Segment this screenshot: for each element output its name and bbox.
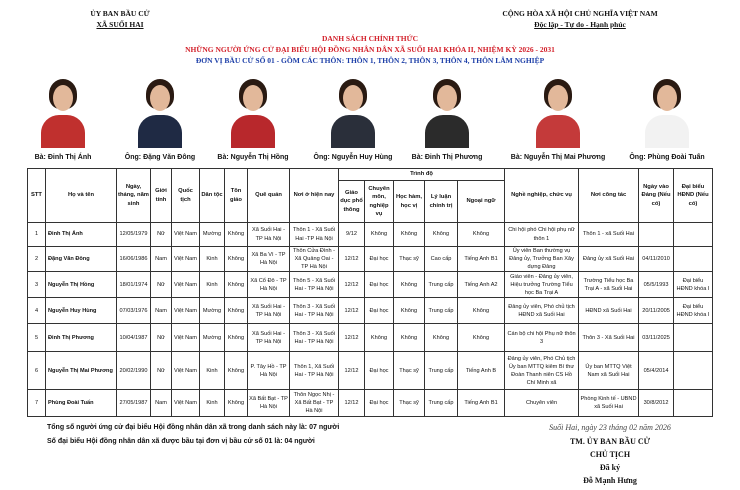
table-cell: Xã Suối Hai - TP Hà Nội: [248, 298, 290, 324]
table-cell: Không: [225, 247, 248, 272]
table-cell: [674, 223, 713, 247]
table-cell: Không: [225, 272, 248, 298]
table-cell: Việt Nam: [172, 223, 200, 247]
photo-caption: Ông: Đặng Văn Đông: [124, 154, 196, 161]
table-cell: Giáo viên - Đảng ủy viên, Hiệu trưởng Trường Tiểu học Ba Trại A: [505, 272, 579, 298]
photo-caption: Bà: Nguyễn Thị Mai Phương: [510, 154, 606, 161]
col-nation: Quốc tịch: [172, 169, 200, 223]
table-cell: Cán bộ chi hội Phụ nữ thôn 3: [505, 324, 579, 352]
table-cell: Đảng ủy xã Suối Hai: [579, 247, 639, 272]
col-gender: Giới tính: [151, 169, 172, 223]
table-cell: Đại học: [365, 298, 394, 324]
table-row: [28, 272, 713, 298]
table-cell: Thôn 3 - Xã Suối Hai - TP Hà Nội: [290, 324, 339, 352]
elected-count: Số đại biểu Hội đồng nhân dân xã được bầu tại đơn vị bầu cử số 01 là: 04 người: [47, 438, 315, 445]
issuer-line2: XÃ SUỐI HAI: [96, 20, 144, 29]
table-row: [28, 352, 713, 390]
signer-name: Đỗ Mạnh Hưng: [583, 476, 637, 485]
table-cell: Trung cấp: [425, 298, 458, 324]
table-cell: 6: [28, 352, 46, 390]
table-cell: 07/03/1976: [117, 298, 151, 324]
table-cell: Trung cấp: [425, 352, 458, 390]
photo-caption: Bà: Đinh Thị Phương: [411, 154, 483, 161]
table-cell: Đại học: [365, 352, 394, 390]
sign-org: TM. ỦY BAN BẦU CỬ: [569, 437, 651, 446]
candidate-photo: [533, 75, 583, 148]
country-name: CỘNG HÒA XÃ HỘI CHỦ NGHĨA VIỆT NAM: [502, 9, 658, 18]
table-cell: [639, 223, 674, 247]
table-cell: 1: [28, 223, 46, 247]
table-cell: [674, 324, 713, 352]
table-cell: Thạc sỹ: [394, 390, 425, 417]
table-cell: Việt Nam: [172, 247, 200, 272]
candidate-photo: [328, 75, 378, 148]
col-work: Nơi công tác: [579, 169, 639, 223]
issuer: [60, 8, 180, 30]
table-cell: Việt Nam: [172, 390, 200, 417]
candidate-photo: [642, 75, 692, 148]
table-cell: 3: [28, 272, 46, 298]
table-cell: Thạc sỹ: [394, 352, 425, 390]
col-politics: Lý luận chính trị: [425, 181, 458, 223]
table-cell: 2: [28, 247, 46, 272]
table-cell: Việt Nam: [172, 272, 200, 298]
photo-caption: Ông: Phùng Đoài Tuấn: [629, 154, 705, 161]
table-cell: P. Tây Hồ - TP Hà Nội: [248, 352, 290, 390]
doc-subtitle: NHỮNG NGƯỜI ỨNG CỬ ĐẠI BIỂU HỘI ĐỒNG NHÂN DÂN XÃ SUỐI HAI KHÓA II, NHIỆM KỲ 2026 - 2031: [185, 45, 555, 54]
table-cell: 05/4/2014: [639, 352, 674, 390]
col-name: Họ và tên: [46, 169, 117, 223]
sign-date: Suối Hai, ngày 23 tháng 02 năm 2026: [549, 423, 671, 432]
table-cell: Cao cấp: [425, 247, 458, 272]
col-party: Ngày vào Đảng (Nếu có): [639, 169, 674, 223]
table-cell: 5: [28, 324, 46, 352]
photo-caption: Ông: Nguyễn Huy Hùng: [313, 154, 393, 161]
table-cell: Thạc sỹ: [394, 247, 425, 272]
table-cell: 20/02/1990: [117, 352, 151, 390]
table-cell: Xã Ba Vì - TP Hà Nội: [248, 247, 290, 272]
table-cell: Thôn Ngọc Nhị - Xã Bất Bạt - TP Hà Nội: [290, 390, 339, 417]
table-cell: Tiếng Anh B1: [458, 390, 505, 417]
table-cell: Nữ: [151, 352, 172, 390]
table-cell: [674, 352, 713, 390]
table-cell: Đại học: [365, 272, 394, 298]
sign-status: Đã ký: [599, 463, 621, 472]
table-cell: Đinh Thị Ánh: [46, 223, 117, 247]
col-hometown: Quê quán: [248, 169, 290, 223]
col-stt: STT: [28, 169, 46, 223]
table-cell: Thôn 5 - Xã Suối Hai - TP Hà Nội: [290, 272, 339, 298]
table-row: [28, 298, 713, 324]
table-cell: 03/11/2025: [639, 324, 674, 352]
table-cell: Đặng Văn Đông: [46, 247, 117, 272]
col-level: Trình độ: [339, 169, 505, 181]
table-cell: Nữ: [151, 272, 172, 298]
table-cell: Đại học: [365, 390, 394, 417]
table-cell: Xã Bất Bạt - TP Hà Nội: [248, 390, 290, 417]
table-cell: Tiếng Anh B: [458, 352, 505, 390]
table-cell: Thôn 1, Xã Suối Hai - TP Hà Nội: [290, 352, 339, 390]
table-cell: Thôn 3 - Xã Suối Hai: [579, 324, 639, 352]
table-cell: 16/06/1986: [117, 247, 151, 272]
table-row: [28, 390, 713, 417]
table-cell: 05/5/1993: [639, 272, 674, 298]
table-cell: Không: [225, 390, 248, 417]
table-cell: Phòng Kinh tế - UBND xã Suối Hai: [579, 390, 639, 417]
table-cell: [674, 390, 713, 417]
col-residence: Nơi ở hiện nay: [290, 169, 339, 223]
table-cell: Nguyễn Huy Hùng: [46, 298, 117, 324]
table-cell: 10/04/1987: [117, 324, 151, 352]
table-cell: Mường: [200, 298, 225, 324]
table-cell: [674, 247, 713, 272]
table-cell: Kinh: [200, 390, 225, 417]
table-cell: Đại biểu HĐND khóa I: [674, 298, 713, 324]
table-cell: Nam: [151, 298, 172, 324]
table-cell: Việt Nam: [172, 298, 200, 324]
table-cell: Việt Nam: [172, 352, 200, 390]
issuer-line1: ỦY BAN BẦU CỬ: [90, 9, 150, 18]
table-cell: Không: [394, 223, 425, 247]
col-major: Chuyên môn, nghiệp vụ: [365, 181, 394, 223]
table-cell: Không: [458, 324, 505, 352]
table-cell: Thôn 1 - xã Suối Hai: [579, 223, 639, 247]
candidate-photo: [422, 75, 472, 148]
table-cell: Đinh Thị Phương: [46, 324, 117, 352]
col-job: Nghề nghiệp, chức vụ: [505, 169, 579, 223]
table-cell: Kinh: [200, 247, 225, 272]
table-cell: 12/12: [339, 247, 365, 272]
candidate-photo: [38, 75, 88, 148]
table-cell: 20/11/2005: [639, 298, 674, 324]
table-cell: Đảng ủy viên, Phó Chủ tịch Ủy ban MTTQ kiêm Bí thư Đoàn Thanh niên CS Hồ Chí Minh xã: [505, 352, 579, 390]
table-cell: Nam: [151, 390, 172, 417]
table-cell: Không: [425, 324, 458, 352]
candidate-photo: [228, 75, 278, 148]
col-delegate: Đại biểu HĐND (Nếu có): [674, 169, 713, 223]
table-cell: 12/12: [339, 298, 365, 324]
table-cell: Nguyễn Thị Mai Phương: [46, 352, 117, 390]
table-cell: Không: [365, 223, 394, 247]
table-cell: Nam: [151, 247, 172, 272]
table-cell: Không: [394, 324, 425, 352]
table-cell: Không: [394, 298, 425, 324]
candidate-table: [27, 168, 713, 417]
table-cell: HĐND xã Suối Hai: [579, 298, 639, 324]
col-lang: Ngoại ngữ: [458, 181, 505, 223]
table-cell: Đại biểu HĐND khóa I: [674, 272, 713, 298]
table-cell: Trường Tiểu học Ba Trại A - xã Suối Hai: [579, 272, 639, 298]
table-cell: Thôn 3 - Xã Suối Hai - TP Hà Nội: [290, 298, 339, 324]
table-cell: 12/05/1979: [117, 223, 151, 247]
table-cell: Nữ: [151, 223, 172, 247]
table-cell: Không: [458, 223, 505, 247]
table-cell: Không: [394, 272, 425, 298]
table-cell: Tiếng Anh B1: [458, 247, 505, 272]
table-cell: Đảng ủy viên, Phó chủ tịch HĐND xã Suối Hai: [505, 298, 579, 324]
table-row: [28, 223, 713, 247]
total-candidates: Tổng số người ứng cử đại biểu Hội đồng nhân dân xã trong danh sách này là: 07 người: [47, 424, 340, 431]
table-cell: Việt Nam: [172, 324, 200, 352]
candidate-photo: [135, 75, 185, 148]
table-cell: 7: [28, 390, 46, 417]
table-cell: Trung cấp: [425, 272, 458, 298]
col-dob: Ngày, tháng, năm sinh: [117, 169, 151, 223]
table-cell: 30/8/2012: [639, 390, 674, 417]
table-cell: Kinh: [200, 352, 225, 390]
table-cell: Ủy viên Ban thường vụ Đảng ủy, Trưởng Ban Xây dựng Đảng: [505, 247, 579, 272]
table-cell: Không: [225, 298, 248, 324]
table-cell: 04/11/2010: [639, 247, 674, 272]
col-religion: Tôn giáo: [225, 169, 248, 223]
table-cell: Đại học: [365, 247, 394, 272]
photo-caption: Bà: Nguyễn Thị Hồng: [217, 154, 289, 161]
table-row: [28, 247, 713, 272]
table-cell: Trung cấp: [425, 390, 458, 417]
table-cell: Chuyên viên: [505, 390, 579, 417]
col-degree: Học hàm, học vị: [394, 181, 425, 223]
table-cell: Xã Suối Hai - TP Hà Nội: [248, 324, 290, 352]
doc-title: DANH SÁCH CHÍNH THỨC: [321, 34, 419, 43]
table-cell: Không: [365, 324, 394, 352]
table-cell: 12/12: [339, 390, 365, 417]
table-cell: Nữ: [151, 324, 172, 352]
table-cell: Ủy ban MTTQ Việt Nam xã Suối Hai: [579, 352, 639, 390]
photo-caption: Bà: Đinh Thị Ánh: [34, 154, 92, 161]
doc-unit: ĐƠN VỊ BẦU CỬ SỐ 01 - GỒM CÁC THÔN: THÔN 1, THÔN 2, THÔN 3, THÔN 4, THÔN LÂM NGHIỆP: [195, 56, 545, 65]
table-cell: Xã Cổ Đô - TP Hà Nội: [248, 272, 290, 298]
table-cell: Xã Suối Hai - TP Hà Nội: [248, 223, 290, 247]
table-cell: Mường: [200, 324, 225, 352]
table-cell: 12/12: [339, 324, 365, 352]
table-cell: Nguyễn Thị Hồng: [46, 272, 117, 298]
table-cell: Thôn Cửa Đình - Xã Quảng Oai - TP Hà Nội: [290, 247, 339, 272]
table-cell: Tiếng Anh A2: [458, 272, 505, 298]
table-cell: 27/05/1987: [117, 390, 151, 417]
table-row: [28, 324, 713, 352]
national-motto: [470, 8, 690, 30]
table-cell: 12/12: [339, 352, 365, 390]
col-edu: Giáo dục phổ thông: [339, 181, 365, 223]
table-cell: 12/12: [339, 272, 365, 298]
table-cell: Phùng Đoài Tuấn: [46, 390, 117, 417]
table-cell: 4: [28, 298, 46, 324]
table-cell: Không: [458, 298, 505, 324]
table-cell: Không: [225, 352, 248, 390]
col-ethnic: Dân tộc: [200, 169, 225, 223]
table-cell: Thôn 1 - Xã Suối Hai -TP Hà Nội: [290, 223, 339, 247]
candidate-photos: [0, 75, 740, 165]
table-cell: Không: [225, 223, 248, 247]
motto: Độc lập - Tự do - Hạnh phúc: [534, 20, 626, 29]
table-cell: Không: [425, 223, 458, 247]
sign-position: CHỦ TỊCH: [589, 450, 631, 459]
table-cell: 18/01/1974: [117, 272, 151, 298]
table-cell: Chi hội phó Chi hội phụ nữ thôn 1: [505, 223, 579, 247]
table-cell: Không: [225, 324, 248, 352]
table-cell: Kinh: [200, 272, 225, 298]
table-cell: 9/12: [339, 223, 365, 247]
table-cell: Mường: [200, 223, 225, 247]
